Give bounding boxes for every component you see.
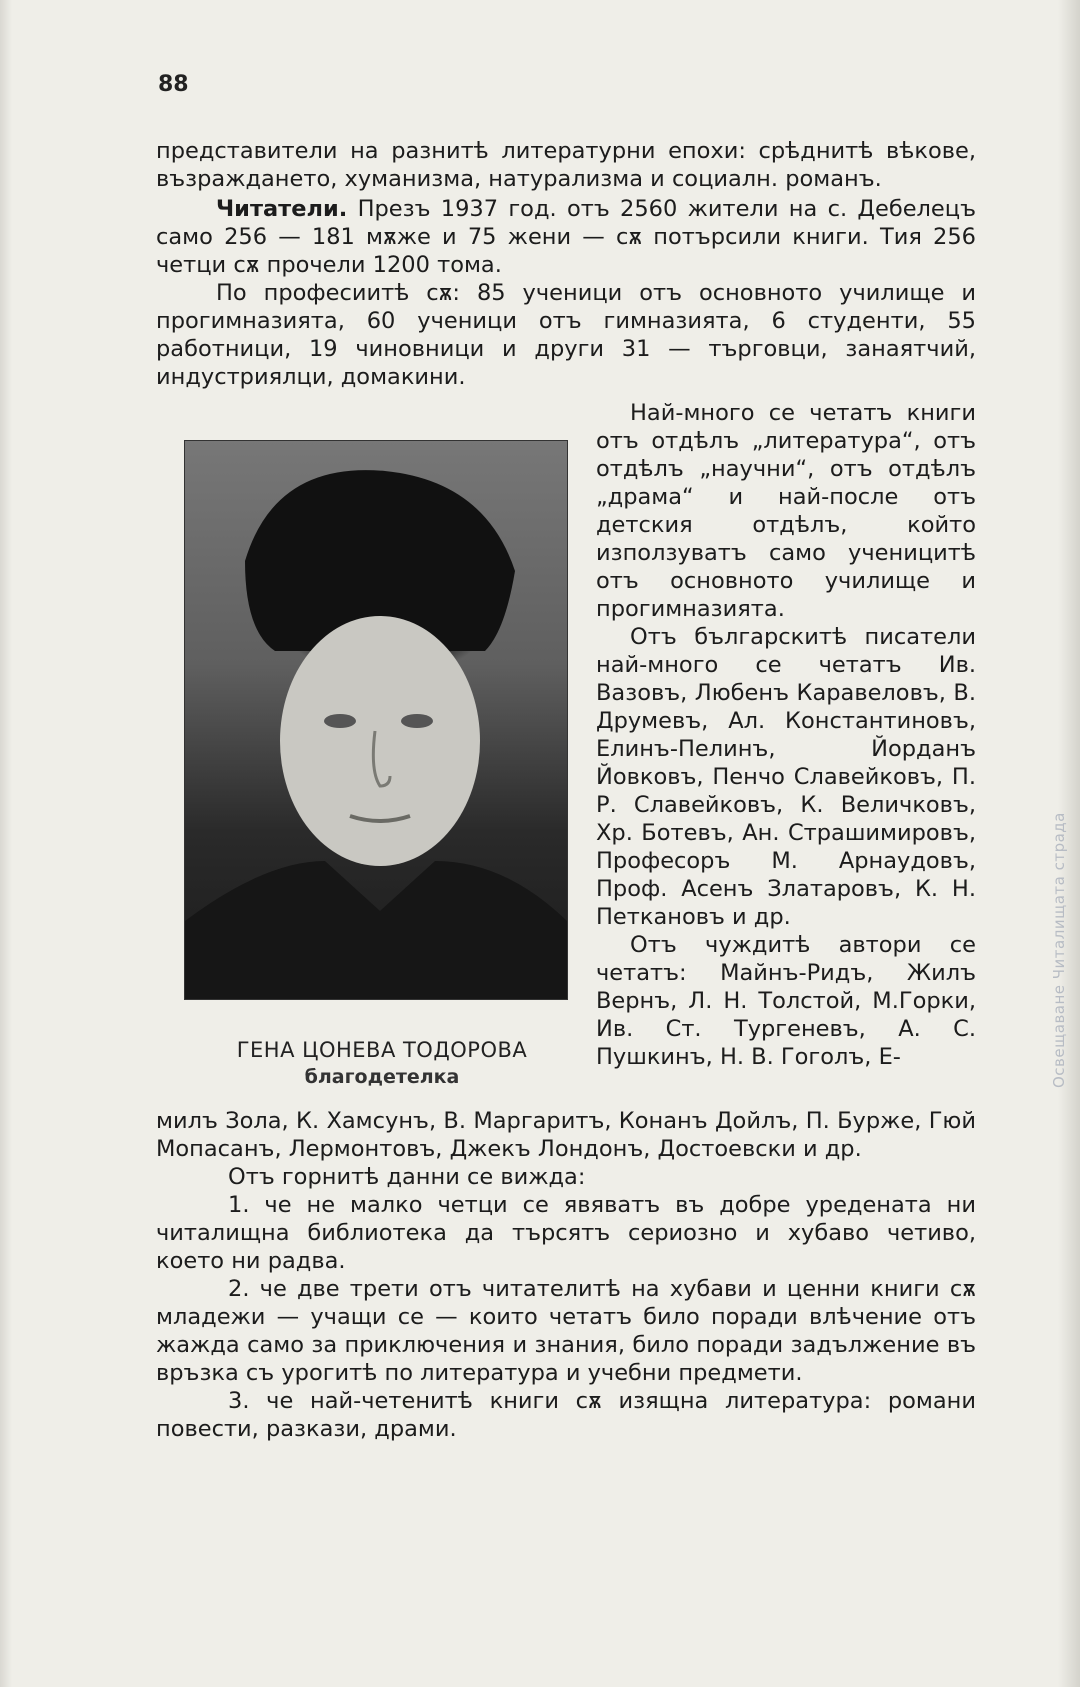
right-column bbox=[596, 399, 976, 1071]
foreign-authors-continuation: милъ Зола, К. Хамсунъ, В. Маргаритъ, Конанъ Дойлъ, П. Бурже, Гюй Мопасанъ, Лермонтовъ, Джекъ Лондонъ, Достоевски и др. bbox=[156, 1108, 976, 1162]
intro-paragraph: представители на разнитѣ литературни епохи: срѣднитѣ вѣкове, възраждането, хуманизма, натурализма и социалн. романъ. bbox=[156, 138, 976, 192]
conclusion-point-2: 2. че две трети отъ читателитѣ на хубави и ценни книги сѫ младежи — учащи се — които четатъ било поради влѣчение отъ жажда само за приключения и знания, било поради задължение въ връзка съ урогитѣ по литература и учебни предмети. bbox=[156, 1276, 976, 1386]
page-edge-left bbox=[0, 0, 12, 1687]
conclusion-point-1: 1. че не малко четци се явяватъ въ добре уредената ни читалищна библиотека да търсятъ сериозно и хубаво четиво, което ни радва. bbox=[156, 1192, 976, 1274]
conclusion-intro: Отъ горнитѣ данни се вижда: bbox=[228, 1164, 586, 1190]
readers-text: Презъ 1937 год. отъ 2560 жители на с. Дебелецъ само 256 — 181 мѫже и 75 жени — сѫ потърсили книги. Тия 256 четци сѫ прочели 1200 тома. bbox=[156, 196, 976, 278]
photo-caption-name: ГЕНА ЦОНЕВА ТОДОРОВА bbox=[236, 1038, 528, 1062]
left-eye bbox=[324, 714, 356, 728]
readers-heading: Читатели. bbox=[216, 196, 348, 222]
page-number: 88 bbox=[158, 72, 189, 97]
portrait-photo bbox=[184, 440, 568, 1000]
foreign-authors-paragraph: Отъ чуждитѣ автори се четатъ: Майнъ-Ридъ, Жилъ Вернъ, Л. Н. Толстой, М.Горки, Ив. Ст. Тургеневъ, А. С. Пушкинъ, Н. В. Гоголъ, Е- bbox=[596, 932, 976, 1070]
dress-shape bbox=[185, 861, 567, 999]
conclusion-point-3: 3. че най-четенитѣ книги сѫ изящна литература: романи повести, разкази, драми. bbox=[156, 1388, 976, 1442]
portrait-drawing bbox=[185, 441, 567, 999]
bottom-text bbox=[156, 1107, 976, 1443]
right-eye bbox=[401, 714, 433, 728]
face-shape bbox=[280, 616, 480, 866]
professions-paragraph: По професиитѣ сѫ: 85 ученици отъ основното училище и прогимназията, 60 ученици отъ гимназията, 6 студенти, 55 работници, 19 чиновници и други 31 — търговци, занаятчий, индустриялци, домакини. bbox=[156, 280, 976, 390]
photo-caption-role: благодетелка bbox=[304, 1066, 460, 1088]
readers-paragraph bbox=[156, 195, 976, 279]
side-stamp: Освещаване Читалищата страда bbox=[1050, 812, 1068, 1088]
sections-paragraph: Най-много се четатъ книги отъ отдѣлъ „литература“, отъ отдѣлъ „научни“, отъ отдѣлъ „драма“ и най-после отъ детския отдѣлъ, който използуватъ само ученицитѣ отъ основното училище и прогимназията. bbox=[596, 400, 976, 622]
bulgarian-authors-paragraph: Отъ българскитѣ писатели най-много се четатъ Ив. Вазовъ, Любенъ Каравеловъ, В. Друмевъ, Ал. Константиновъ, Елинъ-Пелинъ, Йорданъ Йовковъ, Пенчо Славейковъ, П. Р. Славейковъ, К. Величковъ, Хр. Ботевъ, Ан. Страшимировъ, Професоръ М. Арнаудовъ, Проф. Асенъ Златаровъ, К. Н. Петкановъ и др. bbox=[596, 624, 976, 930]
